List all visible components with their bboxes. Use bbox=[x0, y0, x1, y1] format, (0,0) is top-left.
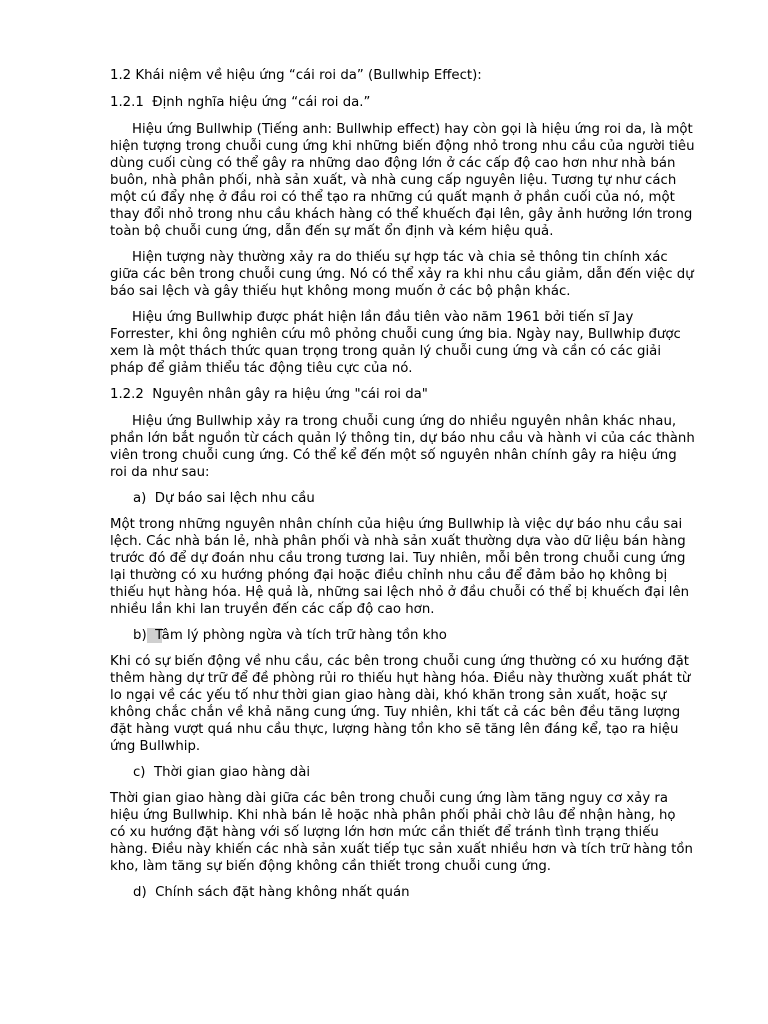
list-item-b-marker: b) bbox=[133, 628, 147, 643]
paragraph-causes-intro: Hiệu ứng Bullwhip xảy ra trong chuỗi cung ứng do nhiều nguyên nhân khác nhau, phần lớn bắt nguồn từ cách quản lý thông tin, dự báo nhu cầu và hành vi của các thành viên trong chuỗi cung ứng. Có thể kể đến một số nguyên nhân chính gây ra hiệu ứng roi da như sau: bbox=[110, 414, 695, 480]
paragraph-phenomenon: Hiện tượng này thường xảy ra do thiếu sự hợp tác và chia sẻ thông tin chính xác giữa các bên trong chuỗi cung ứng. Nó có thể xảy ra khi nhu cầu giảm, dẫn đến việc dự báo sai lệch và gây thiếu hụt không mong muốn ở các bộ phận khác. bbox=[110, 250, 694, 299]
list-item-d: d) Chính sách đặt hàng không nhất quán bbox=[133, 885, 410, 900]
text-selection-highlight: T bbox=[146, 628, 162, 643]
list-item-c: c) Thời gian giao hàng dài bbox=[133, 765, 311, 780]
paragraph-cause-c: Thời gian giao hàng dài giữa các bên trong chuỗi cung ứng làm tăng nguy cơ xảy ra hiệu ứng Bullwhip. Khi nhà bán lẻ hoặc nhà phân phối phải chờ lâu để nhận hàng, họ có xu hướng đặt hàng với số lượng lớn hơn mức cần thiết để tránh tình trạng thiếu hàng. Điều này khiến các nhà sản xuất tiếp tục sản xuất nhiều hơn và tích trữ hàng tồn kho, làm tăng sự biến động không cần thiết trong chuỗi cung ứng. bbox=[110, 791, 693, 874]
paragraph-cause-a: Một trong những nguyên nhân chính của hiệu ứng Bullwhip là việc dự báo nhu cầu sai lệch. Các nhà bán lẻ, nhà phân phối và nhà sản xuất thường dựa vào dữ liệu bán hàng trước đó để dự đoán nhu cầu trong tương lai. Tuy nhiên, mỗi bên trong chuỗi cung ứng lại thường có xu hướng phóng đại hoặc điều chỉnh nhu cầu để đảm bảo họ không bị thiếu hụt hàng hóa. Hệ quả là, những sai lệch nhỏ ở đầu chuỗi có thể bị khuếch đại lên nhiều lần khi lan truyền đến các cấp độ cao hơn. bbox=[110, 517, 690, 617]
section-heading-1-2: 1.2 Khái niệm về hiệu ứng “cái roi da” (Bullwhip Effect): bbox=[110, 68, 482, 83]
subsection-heading-1-2-1: 1.2.1 Định nghĩa hiệu ứng “cái roi da.” bbox=[110, 95, 371, 110]
list-item-a: a) Dự báo sai lệch nhu cầu bbox=[133, 491, 315, 506]
paragraph-cause-b: Khi có sự biến động về nhu cầu, các bên trong chuỗi cung ứng thường có xu hướng đặt thêm hàng dự trữ để đề phòng rủi ro thiếu hụt hàng hóa. Điều này thường xuất phát từ lo ngại về các yếu tố như thời gian giao hàng dài, khó khăn trong sản xuất, hoặc sự không chắc chắn về khả năng cung ứng. Tuy nhiên, khi tất cả các bên đều tăng lượng đặt hàng vượt quá nhu cầu thực, lượng hàng tồn kho sẽ tăng lên đáng kể, tạo ra hiệu ứng Bullwhip. bbox=[110, 654, 691, 754]
paragraph-history: Hiệu ứng Bullwhip được phát hiện lần đầu tiên vào năm 1961 bởi tiến sĩ Jay Forrester, khi ông nghiên cứu mô phỏng chuỗi cung ứng bia. Ngày nay, Bullwhip được xem là một thách thức quan trọng trong quản lý chuỗi cung ứng và cần có các giải pháp để giảm thiểu tác động tiêu cực của nó. bbox=[110, 310, 681, 376]
list-item-b bbox=[110, 627, 695, 644]
subsection-heading-1-2-2: 1.2.2 Nguyên nhân gây ra hiệu ứng "cái roi da" bbox=[110, 387, 428, 402]
list-item-b-label: âm lý phòng ngừa và tích trữ hàng tồn kho bbox=[161, 628, 447, 643]
paragraph-definition: Hiệu ứng Bullwhip (Tiếng anh: Bullwhip effect) hay còn gọi là hiệu ứng roi da, là một hiện tượng trong chuỗi cung ứng khi những biến động nhỏ trong nhu cầu của người tiêu dùng cuối cùng có thể gây ra những dao động lớn ở các cấp độ cao hơn như nhà bán buôn, nhà phân phối, nhà sản xuất, và nhà cung cấp nguyên liệu. Tương tự như cách một cú đẩy nhẹ ở đầu roi có thể tạo ra những cú quất mạnh ở phần cuối của nó, một thay đổi nhỏ trong nhu cầu khách hàng có thể khuếch đại lên, gây ảnh hưởng lớn trong toàn bộ chuỗi cung ứng, dẫn đến sự mất ổn định và kém hiệu quả. bbox=[110, 122, 695, 239]
document-body bbox=[110, 67, 695, 910]
